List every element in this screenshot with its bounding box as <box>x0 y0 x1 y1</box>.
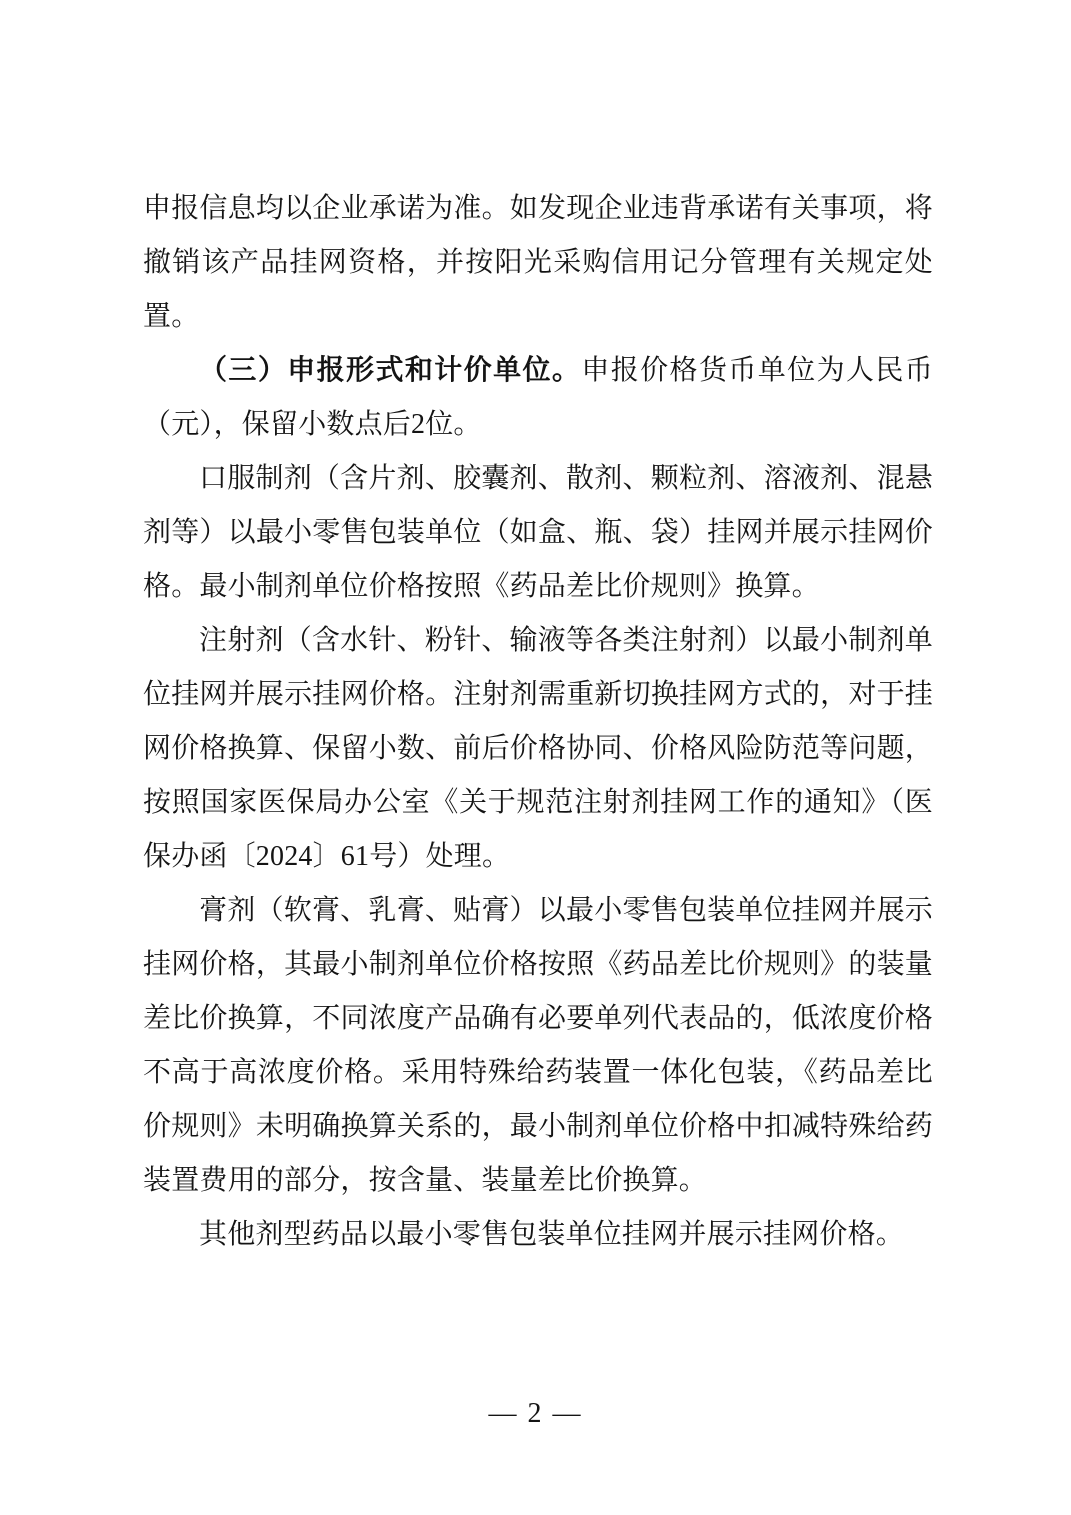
body-text: 注射剂（含水针、粉针、输液等各类注射剂）以最小制剂单位挂网并展示挂网价格。注射剂需重新切换挂网方式的，对于挂网价格换算、保留小数、前后价格协同、价格风险防范等问题，按照国家医保局办公室《关于规范注射剂挂网工作的通知》（医保办函〔2024〕61号）处理。 <box>143 625 933 872</box>
body-text: 膏剂（软膏、乳膏、贴膏）以最小零售包装单位挂网并展示挂网价格，其最小制剂单位价格按照《药品差比价规则》的装量差比价换算，不同浓度产品确有必要单列代表品的，低浓度价格不高于高浓度价格。采用特殊给药装置一体化包装，《药品差比价规则》未明确换算关系的，最小制剂单位价格中扣减特殊给药装置费用的部分，按含量、装量差比价换算。 <box>143 895 933 1196</box>
body-text: 申报信息均以企业承诺为准。如发现企业违背承诺有关事项，将撤销该产品挂网资格，并按阳光采购信用记分管理有关规定处置。 <box>143 193 933 332</box>
paragraph <box>143 884 933 1208</box>
document-body <box>143 182 933 1262</box>
body-text: 申报价格货币单位为人民币（元），保留小数点后2位。 <box>143 355 933 440</box>
body-text: 其他剂型药品以最小零售包装单位挂网并展示挂网价格。 <box>199 1219 905 1250</box>
page-footer <box>0 1398 1071 1430</box>
paragraph <box>143 344 933 452</box>
section-heading: （三）申报形式和计价单位。 <box>199 355 582 386</box>
paragraph <box>143 182 933 344</box>
paragraph <box>143 452 933 614</box>
body-text: 口服制剂（含片剂、胶囊剂、散剂、颗粒剂、溶液剂、混悬剂等）以最小零售包装单位（如盒、瓶、袋）挂网并展示挂网价格。最小制剂单位价格按照《药品差比价规则》换算。 <box>143 463 933 602</box>
page-number: — 2 — <box>488 1398 583 1429</box>
paragraph <box>143 614 933 884</box>
paragraph <box>143 1208 933 1262</box>
